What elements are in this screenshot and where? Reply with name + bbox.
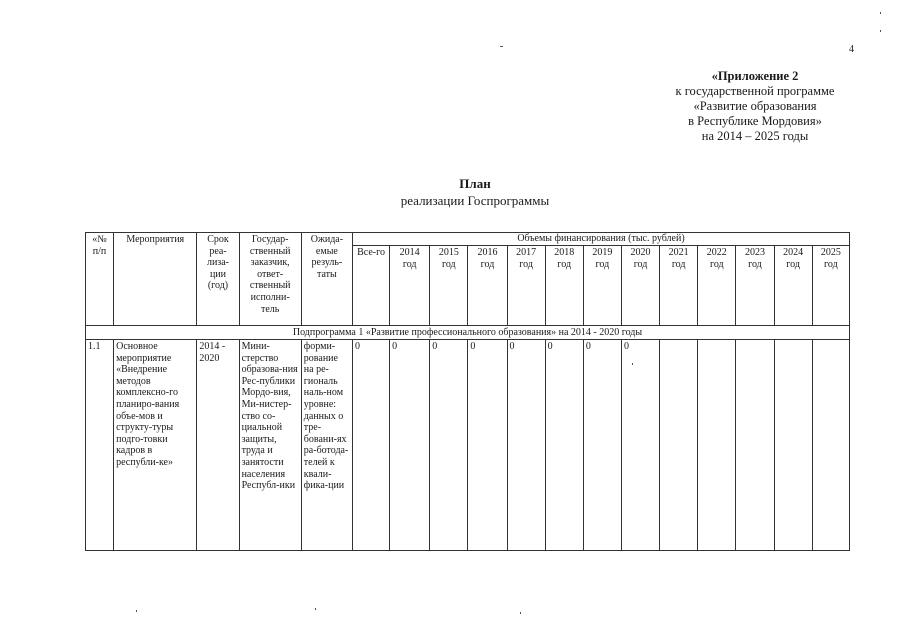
row-total: 0 <box>352 340 389 551</box>
scan-speck <box>136 610 137 612</box>
row-value <box>660 340 698 551</box>
header-year: 2014 год <box>390 246 430 326</box>
header-year: 2017 год <box>507 246 545 326</box>
row-num: 1.1 <box>86 340 114 551</box>
appendix-line: на 2014 – 2025 годы <box>701 129 809 143</box>
appendix-line: к государственной программе <box>675 84 835 98</box>
scan-speck <box>315 608 316 610</box>
row-value: 0 <box>545 340 583 551</box>
header-year: 2015 год <box>430 246 468 326</box>
scan-speck <box>632 363 633 365</box>
row-value: 0 <box>507 340 545 551</box>
header-total: Все-го <box>352 246 389 326</box>
scan-speck <box>880 30 881 32</box>
header-year: 2025 год <box>812 246 849 326</box>
header-year: 2019 год <box>583 246 621 326</box>
row-value: 0 <box>583 340 621 551</box>
row-value: 0 <box>468 340 507 551</box>
header-year: 2024 год <box>774 246 812 326</box>
header-event: Мероприятия <box>114 233 197 326</box>
row-value: 0 <box>390 340 430 551</box>
row-value: 0 <box>430 340 468 551</box>
page-number: 4 <box>849 44 854 55</box>
header-year: 2021 год <box>660 246 698 326</box>
row-value: 0 <box>621 340 659 551</box>
appendix-line: в Республике Мордовия» <box>688 114 822 128</box>
header-row <box>86 233 850 246</box>
scan-speck <box>880 12 881 14</box>
row-value <box>736 340 774 551</box>
header-year: 2023 год <box>736 246 774 326</box>
row-term: 2014 - 2020 <box>197 340 239 551</box>
appendix-block <box>640 69 870 144</box>
row-value <box>812 340 849 551</box>
row-results: форми-рование на ре-гиональ наль-ном уровне: данных о тре-бовани-ях ра-ботода-телей к квали-фика-ции <box>301 340 352 551</box>
header-results: Ожида-емые резуль-таты <box>301 233 352 326</box>
header-year: 2016 год <box>468 246 507 326</box>
header-term: Срок реа-лиза-ции (год) <box>197 233 239 326</box>
appendix-title: «Приложение 2 <box>711 69 799 83</box>
header-financing: Объемы финансирования (тыс. рублей) <box>352 233 849 246</box>
row-customer: Мини-стерство образова-ния Рес-публики Мордо-вия, Ми-нистер-ство со-циальной защиты, труда и занятости населения Республ-ики <box>239 340 301 551</box>
header-num: «№ п/п <box>86 233 114 326</box>
table-row <box>86 340 850 551</box>
appendix-line: «Развитие образования <box>693 99 817 113</box>
plan-title: План <box>459 176 491 191</box>
scan-speck <box>520 612 521 614</box>
header-customer: Государ-ственный заказчик, ответ-ственный исполни-тель <box>239 233 301 326</box>
header-year: 2020 год <box>621 246 659 326</box>
subprogram-row <box>86 326 850 340</box>
subprogram-title: Подпрограмма 1 «Развитие профессионального образования» на 2014 - 2020 годы <box>86 326 850 340</box>
row-event: Основное мероприятие «Внедрение методов комплексно-го планиро-вания объе-мов и структу-туры подго-товки кадров в республи-ке» <box>114 340 197 551</box>
header-year: 2018 год <box>545 246 583 326</box>
scan-speck <box>500 46 503 47</box>
plan-subtitle: реализации Госпрограммы <box>400 193 550 208</box>
row-value <box>774 340 812 551</box>
plan-table <box>85 232 850 551</box>
header-year: 2022 год <box>698 246 736 326</box>
row-value <box>698 340 736 551</box>
